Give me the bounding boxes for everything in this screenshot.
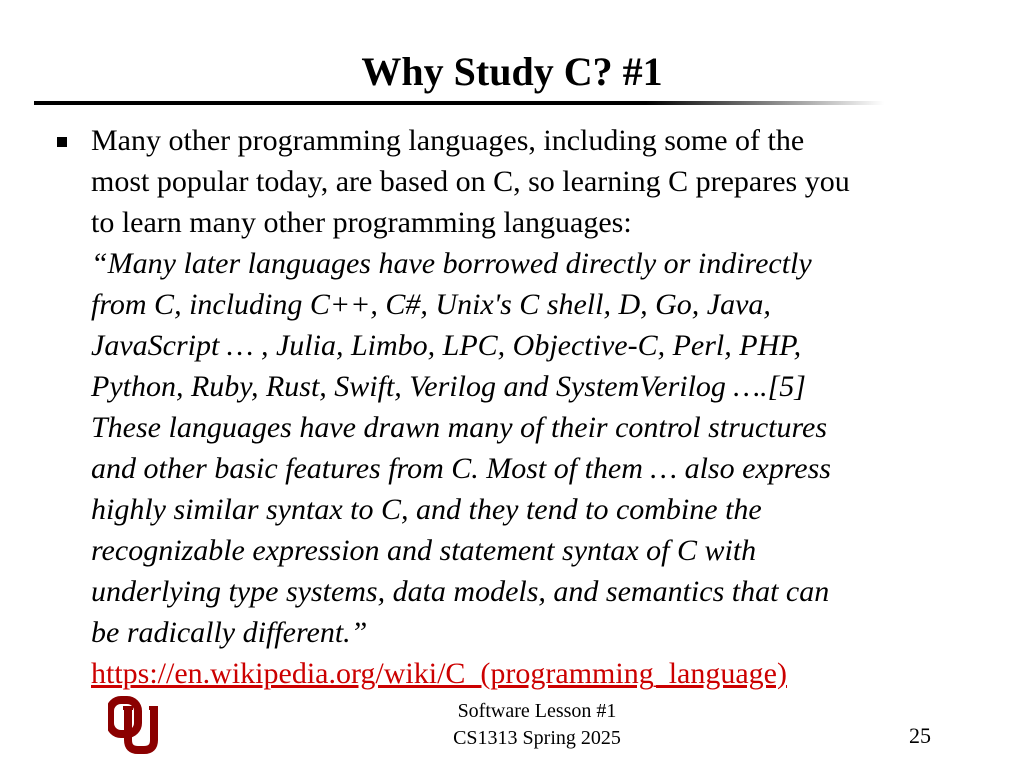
title-divider	[34, 101, 884, 105]
quote-line: JavaScript … , Julia, Limbo, LPC, Objective-C, Perl, PHP,	[91, 329, 802, 362]
bullet-text	[91, 120, 991, 694]
quote-line: underlying type systems, data models, and semantics that can	[91, 575, 830, 608]
slide-title: Why Study C? #1	[361, 49, 663, 94]
body-line: to learn many other programming languages:	[91, 206, 632, 239]
page-number: 25	[909, 723, 931, 748]
quote-line: highly similar syntax to C, and they tend to combine the	[91, 493, 762, 526]
footer-course: CS1313 Spring 2025	[453, 727, 621, 749]
bullet-square-icon	[57, 137, 67, 147]
quote-line: be radically different.”	[91, 616, 368, 649]
ou-interlocking-logo-icon	[108, 696, 158, 754]
footer-lesson: Software Lesson #1	[457, 700, 617, 722]
quote-line: These languages have drawn many of their control structures	[91, 411, 828, 444]
quote-line: Python, Ruby, Rust, Swift, Verilog and SystemVerilog ….[5]	[91, 370, 806, 403]
wikipedia-link[interactable]: https://en.wikipedia.org/wiki/C_(programming_language)	[91, 657, 787, 690]
quote-line: from C, including C++, C#, Unix's C shell, D, Go, Java,	[91, 288, 771, 321]
quote-line: and other basic features from C. Most of them … also express	[91, 452, 831, 485]
quote-line: recognizable expression and statement syntax of C with	[91, 534, 757, 567]
footer	[412, 698, 662, 752]
quote-line: “Many later languages have borrowed directly or indirectly	[91, 247, 812, 280]
body-line: Many other programming languages, including some of the	[91, 124, 805, 157]
body-line: most popular today, are based on C, so learning C prepares you	[91, 165, 850, 198]
